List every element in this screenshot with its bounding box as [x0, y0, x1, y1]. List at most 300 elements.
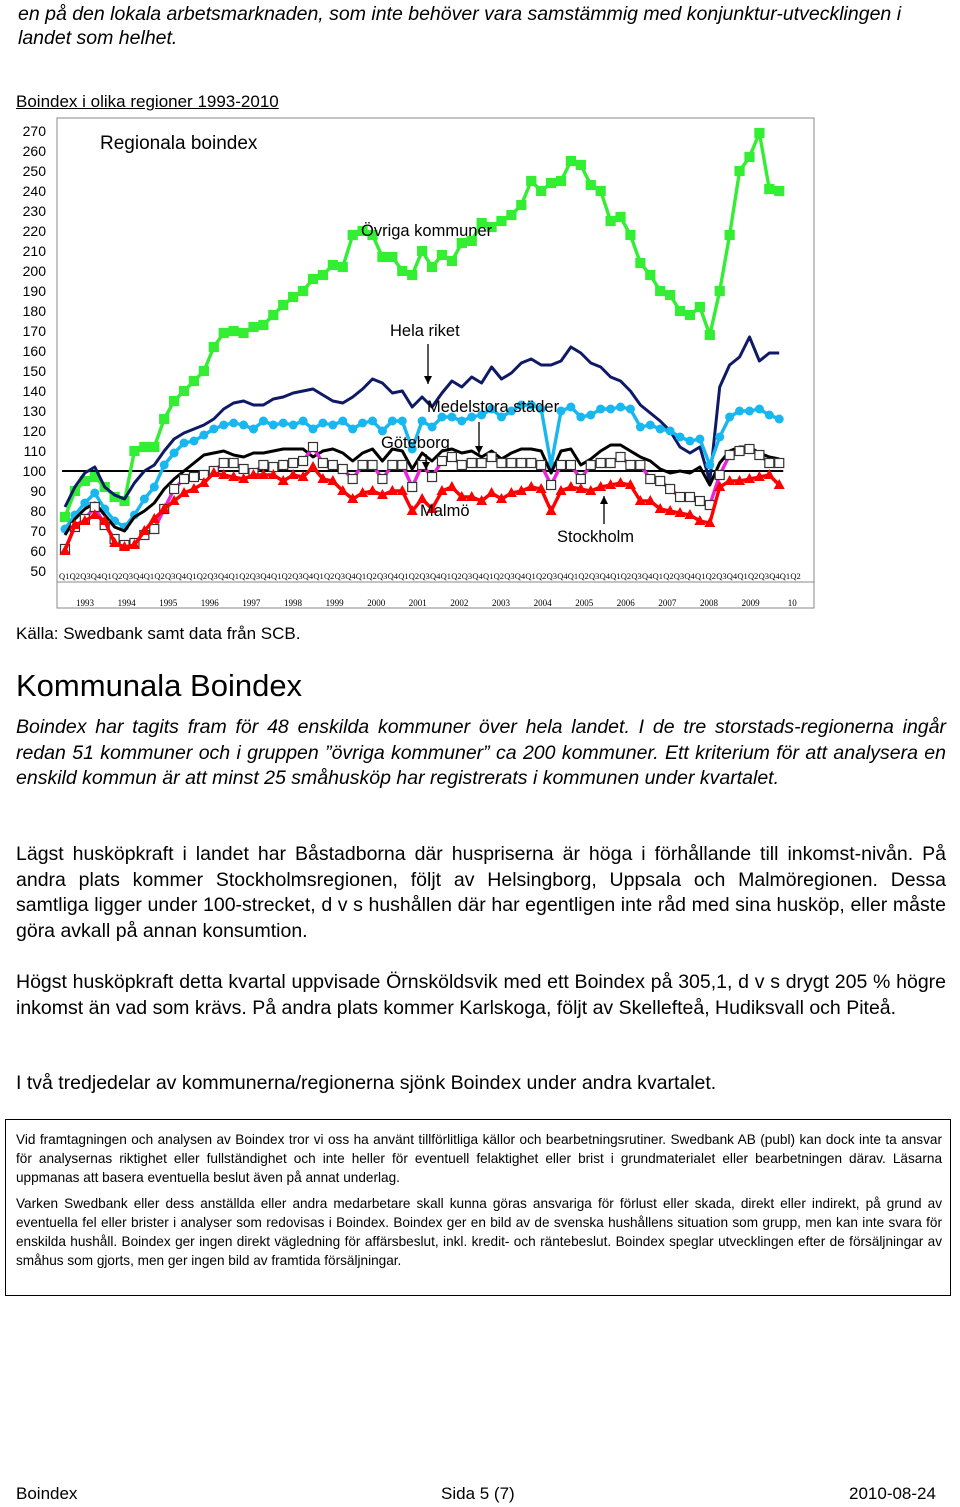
x-quarter-label: Q1	[355, 571, 367, 581]
section-heading: Kommunala Boindex	[16, 668, 303, 703]
point-ovriga-kommuner	[398, 267, 407, 276]
x-quarter-label: Q3	[504, 571, 515, 581]
point-ovriga-kommuner	[755, 129, 764, 138]
x-quarter-label: Q2	[196, 571, 208, 581]
point-medelstora-stader	[715, 433, 724, 442]
x-quarter-label: Q4	[302, 571, 314, 581]
y-tick-label: 80	[30, 503, 46, 519]
x-quarter-label: Q2	[154, 571, 165, 581]
x-year-label: 1996	[200, 598, 219, 608]
x-quarter-label: Q2	[536, 571, 547, 581]
point-ovriga-kommuner	[130, 447, 139, 456]
x-quarter-label: Q3	[631, 571, 642, 581]
point-medelstora-stader	[249, 425, 258, 434]
point-malmo	[636, 461, 645, 470]
point-medelstora-stader	[140, 495, 149, 504]
point-medelstora-stader	[705, 461, 714, 470]
point-medelstora-stader	[160, 461, 169, 470]
point-malmo	[299, 457, 308, 466]
point-ovriga-kommuner	[180, 387, 189, 396]
point-stockholm	[308, 461, 319, 471]
point-medelstora-stader	[656, 425, 665, 434]
point-medelstora-stader	[328, 421, 337, 430]
annotation-goteborg: Göteborg	[381, 434, 450, 452]
point-ovriga-kommuner	[209, 343, 218, 352]
x-quarter-label: Q1	[483, 571, 494, 581]
point-ovriga-kommuner	[676, 307, 685, 316]
point-malmo	[576, 475, 585, 484]
x-quarter-label: Q4	[90, 571, 102, 581]
x-year-label: 1993	[76, 598, 94, 608]
point-malmo	[189, 473, 198, 482]
y-tick-label: 180	[22, 303, 46, 319]
point-malmo	[646, 475, 655, 484]
point-ovriga-kommuner	[328, 261, 337, 270]
point-malmo	[338, 465, 347, 474]
plot-frame	[57, 118, 814, 608]
point-medelstora-stader	[199, 431, 208, 440]
point-medelstora-stader	[180, 439, 189, 448]
point-ovriga-kommuner	[695, 303, 704, 312]
point-medelstora-stader	[150, 483, 159, 492]
x-year-label: 2004	[533, 598, 552, 608]
point-ovriga-kommuner	[338, 263, 347, 272]
y-tick-label: 120	[22, 423, 46, 439]
paragraph-2: Lägst husköpkraft i landet har Båstadborna där huspriserna är höga i förhållande till inkomst-nivån. På andra plats kommer Stockholmsregionen, följt av Helsingborg, Uppsala och Malmöregionen. Dessa samtliga ligger under 100-strecket, d v s hushållen där har egentligen inte råd med sina husköp, eller måste göra avkall på annan konsumtion.	[16, 843, 946, 942]
x-quarter-label: Q4	[175, 571, 186, 581]
x-quarter-label: Q1	[398, 571, 409, 581]
y-tick-label: 240	[22, 183, 46, 199]
point-malmo	[596, 459, 605, 468]
point-malmo	[229, 459, 238, 468]
y-tick-label: 200	[22, 263, 46, 279]
point-medelstora-stader	[626, 405, 635, 414]
point-malmo	[725, 451, 734, 460]
paragraph-4: I två tredjedelar av kommunerna/regionerna sjönk Boindex under andra kvartalet.	[16, 1072, 717, 1094]
point-ovriga-kommuner	[170, 397, 179, 406]
x-year-label: 1994	[117, 598, 136, 608]
y-tick-label: 250	[22, 163, 46, 179]
x-quarter-label: Q3	[334, 571, 345, 581]
point-ovriga-kommuner	[219, 329, 228, 338]
x-quarter-label: Q4	[514, 571, 526, 581]
x-year-label: 1998	[284, 598, 302, 608]
x-quarter-label: Q1	[313, 571, 324, 581]
point-medelstora-stader	[388, 417, 397, 426]
point-medelstora-stader	[735, 407, 744, 416]
x-quarter-label: Q2	[493, 571, 504, 581]
paragraph-1: Boindex har tagits fram för 48 enskilda kommuner över hela landet. I de tre storstads-regionerna ingår redan 51 kommuner och i gruppen ”övriga kommuner” ca 200 kommuner. Ett kriterium för att analysera en enskild kommun är att minst 25 småhusköp har registrerats i kommunen under kvartalet.	[16, 716, 946, 789]
x-quarter-label: Q4	[133, 571, 144, 581]
x-axis	[59, 571, 801, 608]
point-malmo	[219, 459, 228, 468]
point-medelstora-stader	[418, 417, 427, 426]
point-malmo	[695, 497, 704, 506]
point-medelstora-stader	[695, 435, 704, 444]
point-malmo	[358, 461, 367, 470]
point-medelstora-stader	[685, 437, 694, 446]
x-quarter-label: Q4	[642, 571, 653, 581]
point-ovriga-kommuner	[745, 153, 754, 162]
y-axis	[23, 123, 47, 579]
annotation-medelstora-stader: Medelstora städer	[427, 398, 560, 416]
point-ovriga-kommuner	[309, 275, 318, 284]
point-ovriga-kommuner	[626, 231, 635, 240]
x-quarter-label: Q4	[557, 571, 568, 581]
point-medelstora-stader	[398, 417, 407, 426]
point-ovriga-kommuner	[378, 253, 387, 262]
point-ovriga-kommuner	[586, 181, 595, 190]
point-ovriga-kommuner	[557, 177, 566, 186]
point-ovriga-kommuner	[418, 247, 427, 256]
point-malmo	[318, 459, 327, 468]
x-quarter-label: Q3	[589, 571, 600, 581]
x-quarter-label: Q4	[430, 571, 441, 581]
y-tick-label: 170	[22, 323, 46, 339]
point-medelstora-stader	[259, 417, 268, 426]
x-quarter-label: Q1	[59, 571, 70, 581]
point-medelstora-stader	[338, 417, 347, 426]
x-quarter-label: Q2	[366, 571, 377, 581]
point-medelstora-stader	[745, 407, 754, 416]
point-ovriga-kommuner	[705, 331, 714, 340]
y-tick-label: 110	[23, 443, 46, 459]
x-year-label: 2006	[616, 598, 635, 608]
point-malmo	[775, 459, 784, 468]
point-stockholm	[615, 477, 626, 487]
footer-date: 2010-08-24	[849, 1484, 936, 1503]
point-ovriga-kommuner	[666, 291, 675, 300]
x-quarter-label: Q2	[69, 571, 80, 581]
point-medelstora-stader	[348, 425, 357, 434]
point-malmo	[378, 475, 387, 484]
point-malmo	[537, 461, 546, 470]
x-year-label: 2007	[658, 598, 677, 608]
point-malmo	[685, 493, 694, 502]
x-quarter-label: Q2	[705, 571, 716, 581]
point-ovriga-kommuner	[596, 187, 605, 196]
x-quarter-label: Q3	[377, 571, 388, 581]
point-malmo	[437, 457, 446, 466]
point-ovriga-kommuner	[199, 367, 208, 376]
x-quarter-label: Q4	[769, 571, 780, 581]
footer-left: Boindex	[16, 1484, 78, 1503]
x-quarter-label: Q2	[620, 571, 632, 581]
point-medelstora-stader	[457, 417, 466, 426]
x-quarter-label: Q2	[281, 571, 292, 581]
point-medelstora-stader	[576, 413, 585, 422]
point-ovriga-kommuner	[765, 185, 774, 194]
point-malmo	[606, 459, 615, 468]
point-malmo	[289, 459, 298, 468]
disclaimer-paragraph-2: Varken Swedbank eller dess anställda eller andra medarbetare skall kunna göras ansvariga för förlust eller skada, direkt eller indirekt, på grund av eventuella fel eller brister i analyser som redovisas i Boindex. Boindex ger en bild av de svenska hushållens situation som grupp, men kan inte svara för enskilda hushåll. Boindex ger ingen direkt vägledning för affärsbeslut, inkl. kredit- och räntebeslut. Boindex speglar utvecklingen efter de försäljningar av småhus som gjorts, men ger ingen bild av framtida försäljningar.	[16, 1195, 942, 1269]
x-quarter-label: Q3	[716, 571, 727, 581]
point-ovriga-kommuner	[447, 257, 456, 266]
point-malmo	[517, 459, 526, 468]
point-malmo	[626, 461, 635, 470]
point-ovriga-kommuner	[685, 311, 694, 320]
point-medelstora-stader	[646, 421, 655, 430]
point-medelstora-stader	[279, 419, 288, 428]
intro-paragraph: en på den lokala arbetsmarknaden, som inte behöver vara samstämmig med konjunktur-utvecklingen i landet som helhet.	[18, 3, 902, 49]
point-malmo	[666, 485, 675, 494]
disclaimer-box	[5, 1119, 951, 1296]
point-ovriga-kommuner	[735, 167, 744, 176]
x-year-label: 1995	[159, 598, 178, 608]
point-stockholm	[486, 487, 497, 497]
point-medelstora-stader	[676, 433, 685, 442]
x-quarter-label: Q1	[228, 571, 239, 581]
point-ovriga-kommuner	[715, 287, 724, 296]
point-ovriga-kommuner	[547, 179, 556, 188]
point-medelstora-stader	[368, 417, 377, 426]
point-stockholm	[446, 481, 457, 491]
x-quarter-label: Q3	[165, 571, 176, 581]
point-medelstora-stader	[90, 489, 99, 498]
x-quarter-label: Q1	[652, 571, 663, 581]
point-ovriga-kommuner	[517, 201, 526, 210]
point-medelstora-stader	[170, 449, 179, 458]
y-tick-label: 270	[22, 123, 46, 139]
point-malmo	[547, 481, 556, 490]
point-medelstora-stader	[775, 415, 784, 424]
point-medelstora-stader	[219, 421, 228, 430]
x-quarter-label: Q1	[101, 571, 112, 581]
annotation-malmo: Malmö	[420, 502, 470, 520]
x-quarter-label: Q2	[239, 571, 250, 581]
point-ovriga-kommuner	[229, 327, 238, 336]
y-tick-label: 260	[22, 143, 46, 159]
point-stockholm	[565, 481, 576, 491]
x-quarter-label: Q1	[525, 571, 536, 581]
point-ovriga-kommuner	[497, 217, 506, 226]
point-medelstora-stader	[725, 413, 734, 422]
point-ovriga-kommuner	[616, 213, 625, 222]
point-malmo	[755, 451, 764, 460]
point-ovriga-kommuner	[249, 323, 258, 332]
x-quarter-label: Q2	[324, 571, 335, 581]
x-quarter-label: Q2	[451, 571, 462, 581]
point-medelstora-stader	[358, 419, 367, 428]
annotation-arrowhead	[600, 496, 608, 504]
point-medelstora-stader	[318, 419, 327, 428]
point-ovriga-kommuner	[537, 187, 546, 196]
point-stockholm	[526, 481, 537, 491]
point-malmo	[239, 465, 248, 474]
point-ovriga-kommuner	[576, 161, 585, 170]
point-ovriga-kommuner	[725, 231, 734, 240]
point-ovriga-kommuner	[527, 177, 536, 186]
x-year-label: 2000	[367, 598, 386, 608]
point-medelstora-stader	[666, 427, 675, 436]
annotation-hela-riket: Hela riket	[390, 322, 460, 340]
point-ovriga-kommuner	[507, 211, 516, 220]
y-tick-label: 100	[22, 463, 46, 479]
point-malmo	[735, 447, 744, 456]
x-quarter-label: Q3	[758, 571, 769, 581]
disclaimer-paragraph-1: Vid framtagningen och analysen av Boindex tror vi oss ha använt tillförlitliga källor och bearbetningsrutiner. Swedbank AB (publ) kan dock inte ta ansvar för analysernas riktighet eller fullständighet och inte heller för eventuell felaktighet eller brist i grundmaterialet eller bearbetningen därav. Läsarna uppmanas att basera eventuella beslut även på annat underlag.	[16, 1132, 942, 1186]
point-medelstora-stader	[566, 403, 575, 412]
x-year-label: 10	[787, 598, 797, 608]
x-quarter-label: Q1	[737, 571, 748, 581]
y-tick-label: 130	[22, 403, 46, 419]
point-ovriga-kommuner	[775, 187, 784, 196]
point-ovriga-kommuner	[408, 271, 417, 280]
x-quarter-label: Q4	[218, 571, 229, 581]
chart-caption-title: Boindex i olika regioner 1993-2010	[16, 92, 279, 111]
x-quarter-label: Q1	[779, 571, 791, 581]
point-ovriga-kommuner	[289, 293, 298, 302]
x-year-label: 2009	[741, 598, 760, 608]
x-year-label: 1999	[325, 598, 344, 608]
point-medelstora-stader	[755, 405, 764, 414]
x-quarter-label: Q4	[684, 571, 695, 581]
x-quarter-label: Q2	[748, 571, 759, 581]
point-malmo	[477, 459, 486, 468]
point-medelstora-stader	[586, 411, 595, 420]
point-malmo	[428, 473, 437, 482]
y-tick-label: 50	[30, 563, 46, 579]
x-quarter-label: Q3	[419, 571, 430, 581]
x-quarter-label: Q1	[567, 571, 579, 581]
x-quarter-label: Q1	[143, 571, 155, 581]
point-malmo	[408, 483, 417, 492]
paragraph-3: Högst husköpkraft detta kvartal uppvisade Örnsköldsvik med ett Boindex på 305,1, d v s drygt 205 % högre inkomst än vad som krävs. På andra plats kommer Karlskoga, följt av Skellefteå, Hudiksvall och Piteå.	[16, 971, 946, 1019]
point-malmo	[309, 443, 318, 452]
x-quarter-label: Q3	[80, 571, 91, 581]
point-malmo	[259, 461, 268, 470]
point-medelstora-stader	[239, 421, 248, 430]
footer-page-number: Sida 5 (7)	[441, 1484, 515, 1503]
x-quarter-label: Q4	[726, 571, 738, 581]
x-quarter-label: Q3	[122, 571, 133, 581]
point-ovriga-kommuner	[566, 157, 575, 166]
x-quarter-label: Q4	[345, 571, 356, 581]
point-ovriga-kommuner	[160, 415, 169, 424]
point-medelstora-stader	[616, 403, 625, 412]
x-quarter-label: Q1	[440, 571, 451, 581]
y-tick-label: 90	[30, 483, 46, 499]
point-malmo	[656, 477, 665, 486]
point-malmo	[557, 461, 566, 470]
point-malmo	[467, 459, 476, 468]
point-ovriga-kommuner	[259, 321, 268, 330]
point-medelstora-stader	[289, 421, 298, 430]
y-tick-label: 140	[22, 383, 46, 399]
annotation-arrowhead	[424, 376, 432, 384]
point-malmo	[487, 453, 496, 462]
point-malmo	[715, 471, 724, 480]
point-malmo	[765, 459, 774, 468]
annotation-stockholm: Stockholm	[557, 528, 635, 546]
point-malmo	[447, 453, 456, 462]
y-tick-label: 230	[22, 203, 46, 219]
point-ovriga-kommuner	[348, 231, 357, 240]
x-quarter-label: Q2	[790, 571, 801, 581]
x-quarter-label: Q4	[260, 571, 271, 581]
point-medelstora-stader	[189, 437, 198, 446]
x-year-label: 2005	[575, 598, 594, 608]
x-quarter-label: Q1	[695, 571, 706, 581]
x-quarter-label: Q4	[472, 571, 483, 581]
x-year-label: 2001	[408, 598, 427, 608]
series-layer	[60, 129, 785, 556]
x-quarter-label: Q4	[387, 571, 398, 581]
x-quarter-label: Q2	[112, 571, 123, 581]
point-malmo	[457, 461, 466, 470]
point-malmo	[507, 459, 516, 468]
y-tick-label: 160	[22, 343, 46, 359]
point-ovriga-kommuner	[428, 263, 437, 272]
y-tick-label: 150	[22, 363, 46, 379]
x-year-label: 1997	[242, 598, 261, 608]
x-quarter-label: Q3	[546, 571, 557, 581]
source-note: Källa: Swedbank samt data från SCB.	[16, 624, 301, 643]
point-ovriga-kommuner	[189, 377, 198, 386]
point-medelstora-stader	[209, 425, 218, 434]
point-malmo	[170, 485, 179, 494]
y-tick-label: 60	[30, 543, 46, 559]
point-malmo	[388, 461, 397, 470]
point-malmo	[398, 461, 407, 470]
x-quarter-label: Q3	[207, 571, 218, 581]
x-quarter-label: Q3	[249, 571, 261, 581]
x-year-label: 2008	[700, 598, 718, 608]
point-medelstora-stader	[765, 411, 774, 420]
x-quarter-label: Q1	[610, 571, 621, 581]
point-ovriga-kommuner	[437, 251, 446, 260]
point-ovriga-kommuner	[279, 301, 288, 310]
point-ovriga-kommuner	[61, 513, 70, 522]
x-quarter-label: Q1	[271, 571, 282, 581]
point-ovriga-kommuner	[299, 287, 308, 296]
point-malmo	[368, 461, 377, 470]
point-malmo	[745, 445, 754, 454]
point-malmo	[586, 461, 595, 470]
point-ovriga-kommuner	[636, 259, 645, 268]
y-tick-label: 210	[22, 243, 46, 259]
point-medelstora-stader	[229, 419, 238, 428]
point-ovriga-kommuner	[606, 217, 615, 226]
point-ovriga-kommuner	[318, 271, 327, 280]
x-quarter-label: Q2	[663, 571, 674, 581]
x-year-label: 2002	[450, 598, 469, 608]
point-malmo	[348, 475, 357, 484]
point-medelstora-stader	[269, 421, 278, 430]
x-quarter-label: Q4	[599, 571, 610, 581]
y-tick-label: 70	[30, 523, 46, 539]
point-medelstora-stader	[309, 425, 318, 434]
regional-boindex-chart	[0, 112, 960, 614]
y-tick-label: 190	[22, 283, 46, 299]
point-malmo	[616, 453, 625, 462]
point-medelstora-stader	[596, 405, 605, 414]
point-ovriga-kommuner	[150, 443, 159, 452]
point-malmo	[328, 461, 337, 470]
point-malmo	[497, 459, 506, 468]
point-ovriga-kommuner	[656, 287, 665, 296]
x-quarter-label: Q1	[186, 571, 197, 581]
annotation-ovriga-kommuner: Övriga kommuner	[361, 222, 493, 240]
point-medelstora-stader	[636, 423, 645, 432]
y-tick-label: 220	[22, 223, 46, 239]
x-quarter-label: Q3	[461, 571, 473, 581]
x-quarter-label: Q2	[408, 571, 420, 581]
point-malmo	[150, 525, 159, 534]
x-quarter-label: Q3	[673, 571, 685, 581]
point-ovriga-kommuner	[646, 271, 655, 280]
point-malmo	[527, 459, 536, 468]
